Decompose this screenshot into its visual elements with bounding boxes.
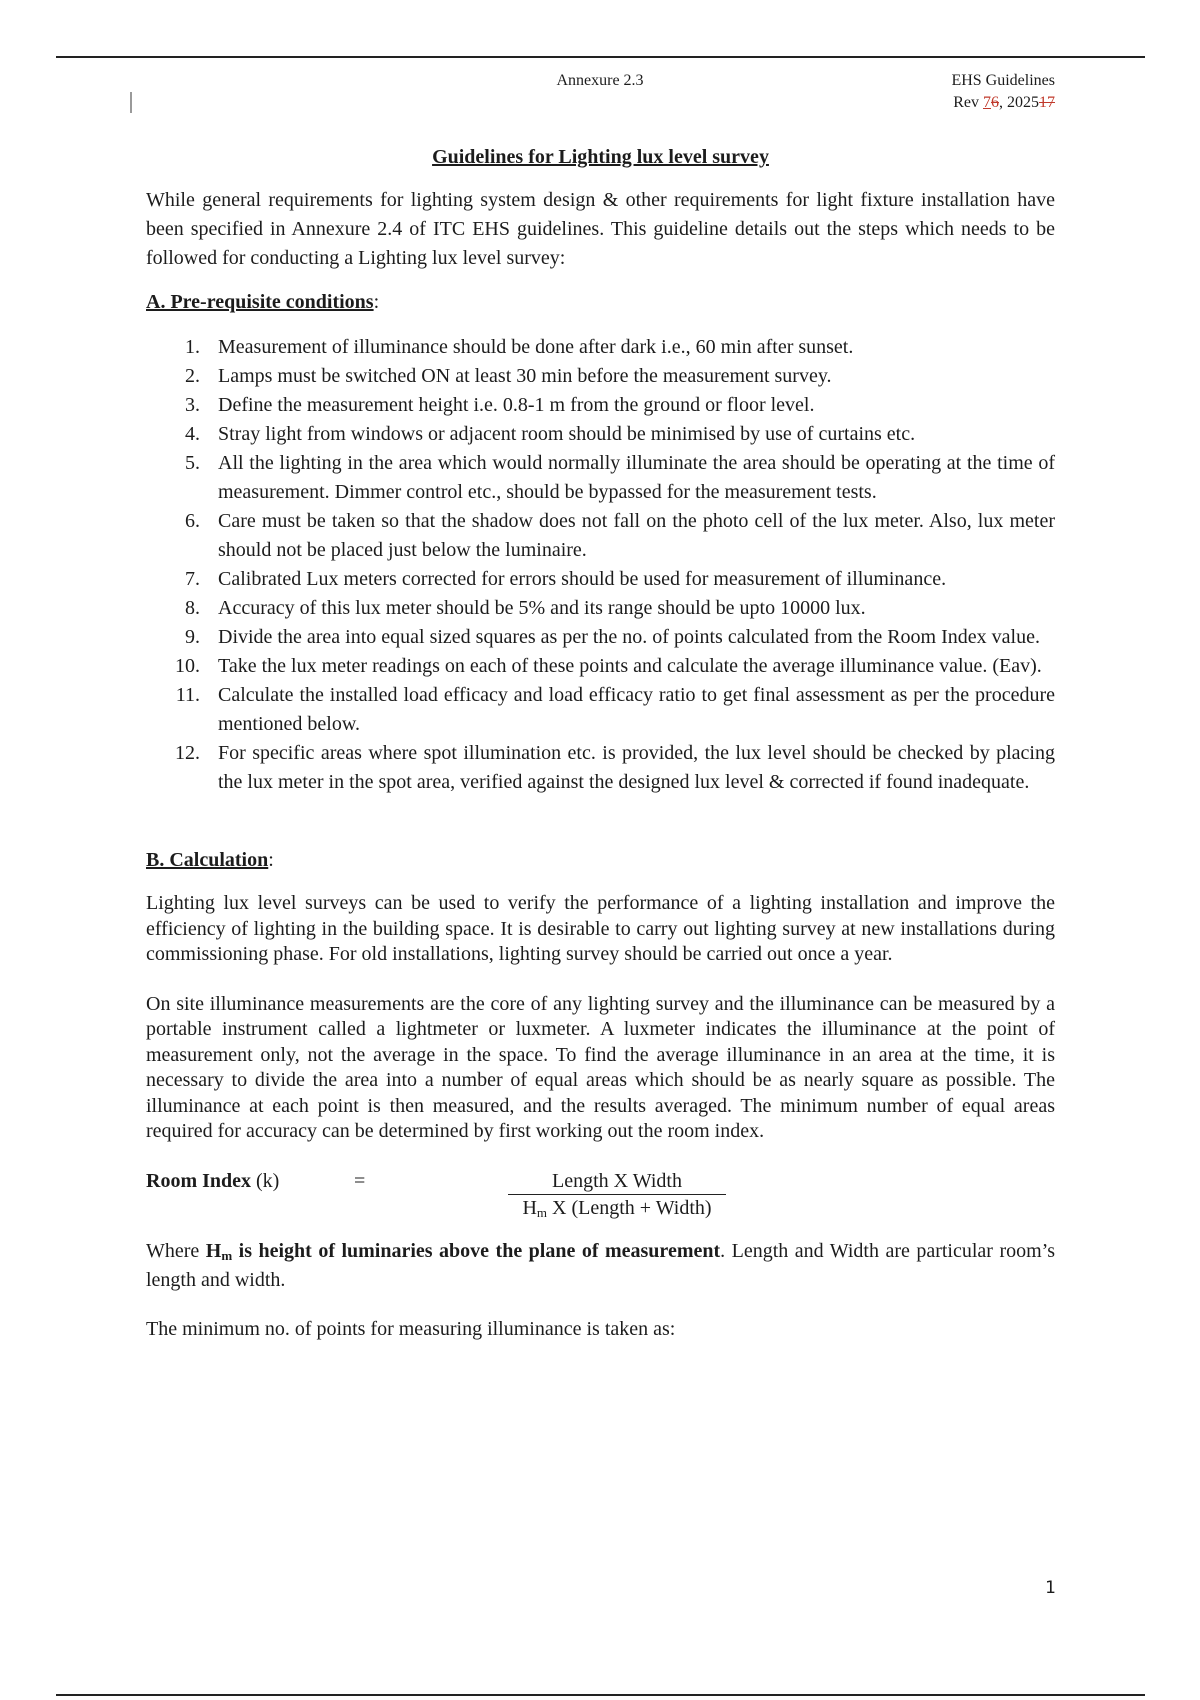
list-item	[146, 623, 1055, 652]
where-hm: H	[205, 1239, 222, 1262]
list-item-text: Lamps must be switched ON at least 30 min before the measurement survey.	[218, 365, 832, 387]
year-deleted: 17	[1039, 94, 1055, 111]
page-body	[146, 144, 1055, 1342]
where-rest: . Length and Width are particular room’s length and width.	[146, 1239, 1056, 1291]
list-item	[146, 391, 1055, 420]
header-rule	[56, 56, 1145, 58]
list-item-number: 11.	[175, 684, 200, 706]
list-item	[146, 449, 1055, 507]
annexure-header: Annexure 2.3	[556, 72, 644, 89]
doc-name: EHS Guidelines	[951, 72, 1055, 89]
list-item	[146, 420, 1055, 449]
page-title: Guidelines for Lighting lux level survey	[432, 146, 769, 168]
list-item-number: 3.	[185, 394, 200, 416]
list-item-text: Calibrated Lux meters corrected for errors should be used for measurement of illuminance.	[218, 568, 947, 590]
list-item-text: Measurement of illuminance should be done after dark i.e., 60 min after sunset.	[218, 336, 854, 358]
list-item-text: Stray light from windows or adjacent room should be minimised by use of curtains etc.	[218, 423, 916, 445]
list-item-number: 4.	[185, 423, 200, 445]
formula-label-rest: (k)	[251, 1169, 280, 1192]
list-item-number: 1.	[185, 336, 200, 358]
page-number: 1	[1045, 1578, 1056, 1598]
list-item-number: 12.	[175, 742, 200, 764]
section-a-heading	[146, 289, 1055, 315]
list-item-text: Care must be taken so that the shadow does not fall on the photo cell of the lux meter. Also, lux meter should not be placed just below the luminaire.	[218, 510, 1055, 561]
denominator-h: H	[522, 1196, 537, 1219]
list-item-number: 7.	[185, 568, 200, 590]
section-b-heading	[146, 847, 1055, 873]
calculation-paragraph-2: On site illuminance measurements are the core of any lighting survey and the illuminance can be measured by a portable instrument called a lightmeter or luxmeter. A luxmeter indicates the illuminance at the point of measurement only, not the average in the space. To find the average illuminance in an area at the time, it is necessary to divide the area into a number of equal areas which should be as nearly square as possible. The illuminance at each point is then measured, and the results averaged. The minimum number of equal areas required for accuracy can be determined by first working out the room index.	[146, 992, 1055, 1142]
list-item-number: 6.	[185, 510, 200, 532]
denominator-rest: X (Length + Width)	[547, 1196, 712, 1219]
section-b-title: B. Calculation	[146, 849, 269, 871]
where-hm-sub: m	[221, 1247, 233, 1263]
formula-label-bold: Room Index	[146, 1169, 252, 1192]
where-paragraph	[146, 1239, 1055, 1294]
rev-deleted: 6	[991, 94, 999, 111]
formula-equals: =	[354, 1169, 366, 1192]
list-item	[146, 594, 1055, 623]
list-item	[146, 333, 1055, 362]
min-points-line: The minimum no. of points for measuring illuminance is taken as:	[146, 1317, 676, 1340]
list-item	[146, 739, 1055, 797]
list-item-text: Divide the area into equal sized squares as per the no. of points calculated from the Room Index value.	[218, 626, 1040, 648]
section-a-colon: :	[373, 291, 380, 313]
list-item	[146, 507, 1055, 565]
section-a-title: A. Pre-requisite conditions	[146, 291, 374, 313]
list-item	[146, 565, 1055, 594]
text-cursor	[130, 92, 132, 113]
list-item-number: 2.	[185, 365, 200, 387]
where-lead: Where	[146, 1239, 206, 1262]
list-item	[146, 681, 1055, 739]
list-item-number: 9.	[185, 626, 200, 648]
rev-mid: , 2025	[999, 94, 1039, 111]
doc-header-right	[900, 70, 1055, 114]
rev-prefix: Rev	[953, 94, 983, 111]
revision-line	[900, 92, 1055, 114]
calculation-paragraph-1: Lighting lux level surveys can be used to verify the performance of a lighting installation and improve the efficiency of lighting in the building space. It is desirable to carry out lighting survey at new installations during commissioning phase. For old installations, lighting survey should be carried out once a year.	[146, 892, 1055, 965]
rev-inserted: 7	[983, 94, 991, 111]
list-item-text: Take the lux meter readings on each of these points and calculate the average illuminance value. (Eav).	[218, 655, 1042, 677]
room-index-formula	[146, 1169, 1055, 1221]
list-item-text: Accuracy of this lux meter should be 5% and its range should be upto 10000 lux.	[218, 597, 866, 619]
footer-rule	[56, 1694, 1145, 1696]
list-item	[146, 362, 1055, 391]
prerequisite-list	[146, 333, 1055, 797]
list-item-number: 10.	[175, 655, 200, 677]
formula-denominator	[508, 1196, 726, 1225]
intro-paragraph: While general requirements for lighting system design & other requirements for light fixture installation have been specified in Annexure 2.4 of ITC EHS guidelines. This guideline details out the steps which needs to be followed for conducting a Lighting lux level survey:	[146, 189, 1055, 269]
formula-numerator: Length X Width	[508, 1169, 726, 1195]
list-item-number: 8.	[185, 597, 200, 619]
list-item-text: Define the measurement height i.e. 0.8-1 m from the ground or floor level.	[218, 394, 815, 416]
list-item-text: For specific areas where spot illumination etc. is provided, the lux level should be checked by placing the lux meter in the spot area, verified against the designed lux level & corrected if found inadequate.	[218, 742, 1055, 793]
list-item	[146, 652, 1055, 681]
list-item-text: Calculate the installed load efficacy and load efficacy ratio to get final assessment as per the procedure mentioned below.	[218, 684, 1055, 735]
section-b-colon: :	[268, 849, 274, 871]
formula-label	[146, 1169, 279, 1194]
where-bold: is height of luminaries above the plane of measurement	[232, 1239, 721, 1262]
list-item-number: 5.	[185, 452, 200, 474]
denominator-sub: m	[536, 1204, 548, 1220]
list-item-text: All the lighting in the area which would normally illuminate the area should be operating at the time of measurement. Dimmer control etc., should be bypassed for the measurement tests.	[218, 452, 1055, 503]
